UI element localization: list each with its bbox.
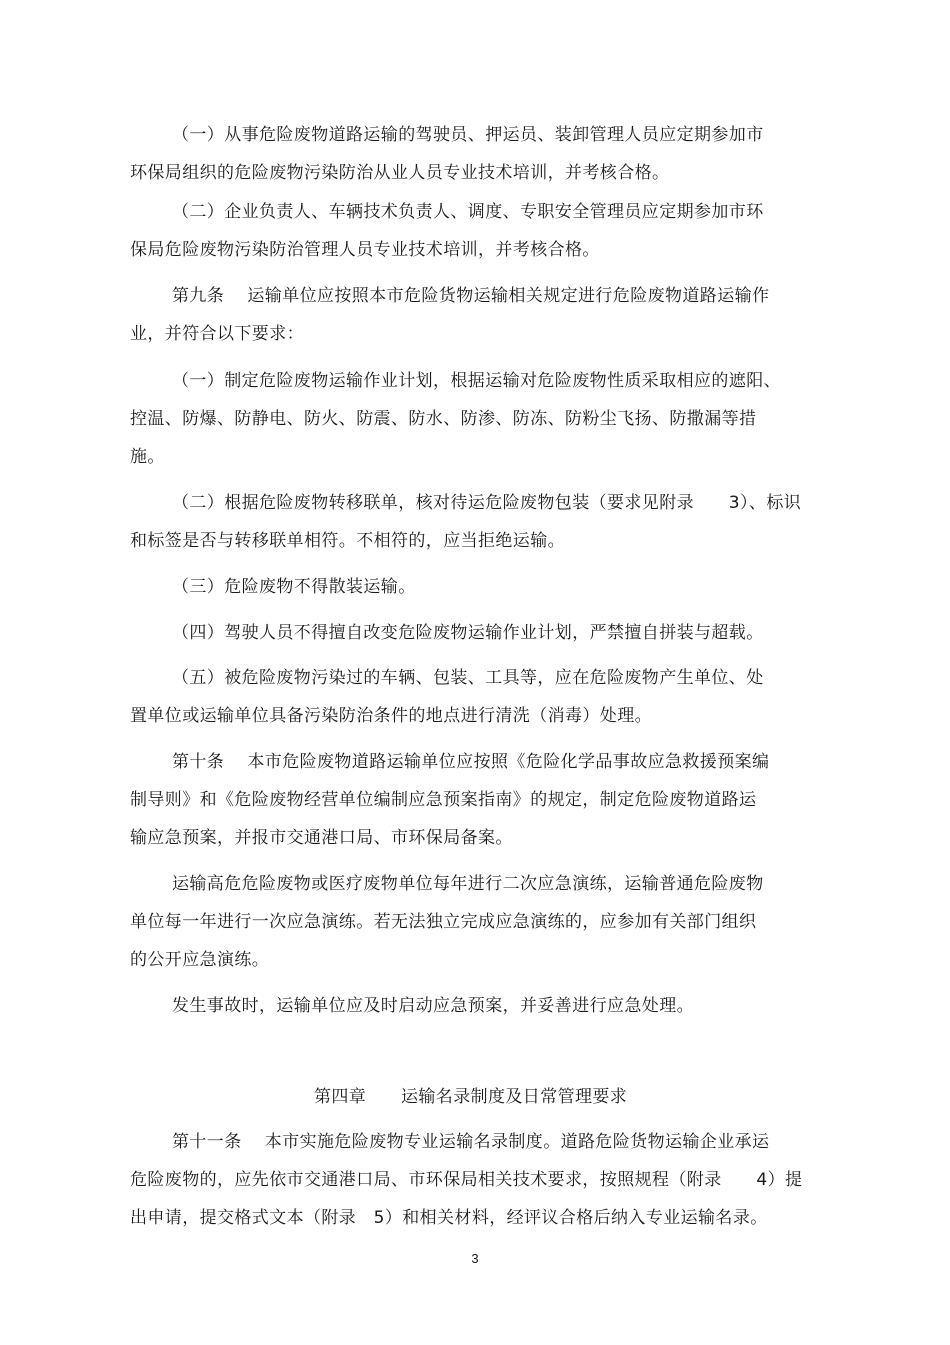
article-11-line-2: 危险废物的，应先依市交通港口局、市环保局相关技术要求，按照规程（附录 4）提 bbox=[130, 1170, 803, 1190]
para-2-line-2: 保局危险废物污染防治管理人员专业技术培训，并考核合格。 bbox=[130, 240, 600, 260]
item-3-line-1: （三）危险废物不得散装运输。 bbox=[172, 577, 416, 597]
chapter-heading: 第四章 运输名录制度及日常管理要求 bbox=[314, 1087, 628, 1107]
drill-line-3: 的公开应急演练。 bbox=[130, 950, 270, 970]
item-2-line-1: （二）根据危险废物转移联单，核对待运危险废物包装（要求见附录 3）、标识 bbox=[172, 493, 802, 513]
accident-line-1: 发生事故时，运输单位应及时启动应急预案，并妥善进行应急处理。 bbox=[172, 996, 694, 1016]
item-1-line-2: 控温、防爆、防静电、防火、防震、防水、防渗、防冻、防粉尘飞扬、防撒漏等措 bbox=[130, 409, 757, 429]
article-10-line-3: 输应急预案，并报市交通港口局、市环保局备案。 bbox=[130, 828, 513, 848]
article-9-line-1: 第九条 运输单位应按照本市危险货物运输相关规定进行危险废物道路运输作 bbox=[172, 286, 770, 306]
page-number: 3 bbox=[471, 1251, 479, 1266]
item-5-line-1: （五）被危险废物污染过的车辆、包装、工具等，应在危险废物产生单位、处 bbox=[172, 668, 764, 688]
item-4-line-1: （四）驾驶人员不得擅自改变危险废物运输作业计划，严禁擅自拼装与超载。 bbox=[172, 623, 764, 643]
para-2-line-1: （二）企业负责人、车辆技术负责人、调度、专职安全管理员应定期参加市环 bbox=[172, 202, 764, 222]
article-9-line-2: 业，并符合以下要求： bbox=[130, 324, 304, 344]
item-2-line-2: 和标签是否与转移联单相符。不相符的，应当拒绝运输。 bbox=[130, 531, 565, 551]
para-1-line-1: （一）从事危险废物道路运输的驾驶员、押运员、装卸管理人员应定期参加市 bbox=[172, 125, 764, 145]
article-10-line-2: 制导则》和《危险废物经营单位编制应急预案指南》的规定，制定危险废物道路运 bbox=[130, 790, 757, 810]
item-1-line-3: 施。 bbox=[130, 447, 165, 467]
article-11-line-3: 出申请，提交格式文本（附录 5）和相关材料，经评议合格后纳入专业运输名录。 bbox=[130, 1208, 768, 1228]
drill-line-2: 单位每一年进行一次应急演练。若无法独立完成应急演练的，应参加有关部门组织 bbox=[130, 912, 757, 932]
article-11-line-1: 第十一条 本市实施危险废物专业运输名录制度。道路危险货物运输企业承运 bbox=[172, 1132, 770, 1152]
para-1-line-2: 环保局组织的危险废物污染防治从业人员专业技术培训，并考核合格。 bbox=[130, 163, 670, 183]
item-5-line-2: 置单位或运输单位具备污染防治条件的地点进行清洗（消毒）处理。 bbox=[130, 706, 652, 726]
drill-line-1: 运输高危危险废物或医疗废物单位每年进行二次应急演练，运输普通危险废物 bbox=[172, 874, 764, 894]
article-10-line-1: 第十条 本市危险废物道路运输单位应按照《危险化学品事故应急救援预案编 bbox=[172, 752, 770, 772]
item-1-line-1: （一）制定危险废物运输作业计划，根据运输对危险废物性质采取相应的遮阳、 bbox=[172, 371, 781, 391]
